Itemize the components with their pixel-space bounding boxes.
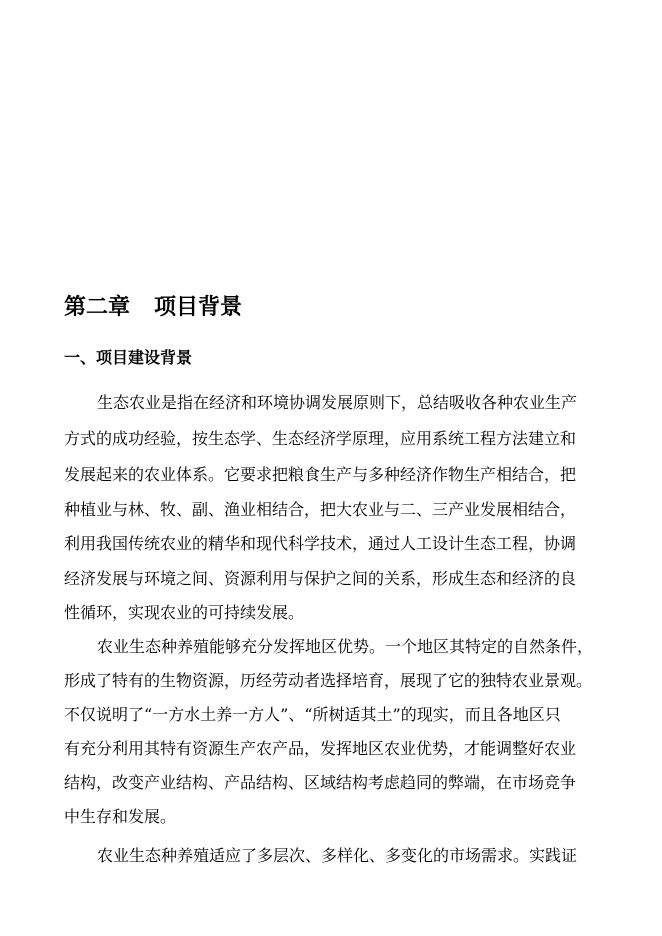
- paragraph-line: 结构，改变产业结构、产品结构、区域结构考虑趋同的弊端，在市场竞争: [64, 773, 577, 792]
- paragraph-line: 中生存和发展。: [64, 807, 177, 826]
- chapter-name: 项目背景: [154, 294, 243, 320]
- paragraph-line: 方式的成功经验，按生态学、生态经济学原理，应用系统工程方法建立和: [64, 429, 577, 448]
- paragraph-line: 不仅说明了“一方水土养一方人”、“所树适其土”的现实，而且各地区只: [64, 705, 561, 724]
- paragraph-line: 利用我国传统农业的精华和现代科学技术，通过人工设计生态工程，协调: [64, 534, 577, 553]
- chapter-title: [64, 292, 242, 322]
- paragraph-line: 生态农业是指在经济和环境协调发展原则下，总结吸收各种农业生产: [97, 393, 578, 412]
- paragraph-line: 农业生态种养殖适应了多层次、多样化、多变化的市场需求。实践证: [97, 846, 578, 865]
- paragraph-line: 种植业与林、牧、副、渔业相结合，把大农业与二、三产业发展相结合，: [64, 500, 577, 519]
- paragraph-line: 有充分利用其特有资源生产农产品，发挥地区农业优势，才能调整好农业: [64, 739, 577, 758]
- paragraph-line: 形成了特有的生物资源，历经劳动者选择培育，展现了它的独特农业景观。: [64, 671, 593, 690]
- chapter-number: 第二章: [64, 294, 131, 320]
- section-heading: 一、项目建设背景: [64, 348, 193, 367]
- paragraph-line: 发展起来的农业体系。它要求把粮食生产与多种经济作物生产相结合，把: [64, 465, 577, 484]
- paragraph-line: 性循环，实现农业的可持续发展。: [64, 603, 305, 622]
- paragraph-line: 农业生态种养殖能够充分发挥地区优势。一个地区其特定的自然条件，: [97, 637, 594, 656]
- paragraph-line: 经济发展与环境之间、资源利用与保护之间的关系，形成生态和经济的良: [64, 569, 577, 588]
